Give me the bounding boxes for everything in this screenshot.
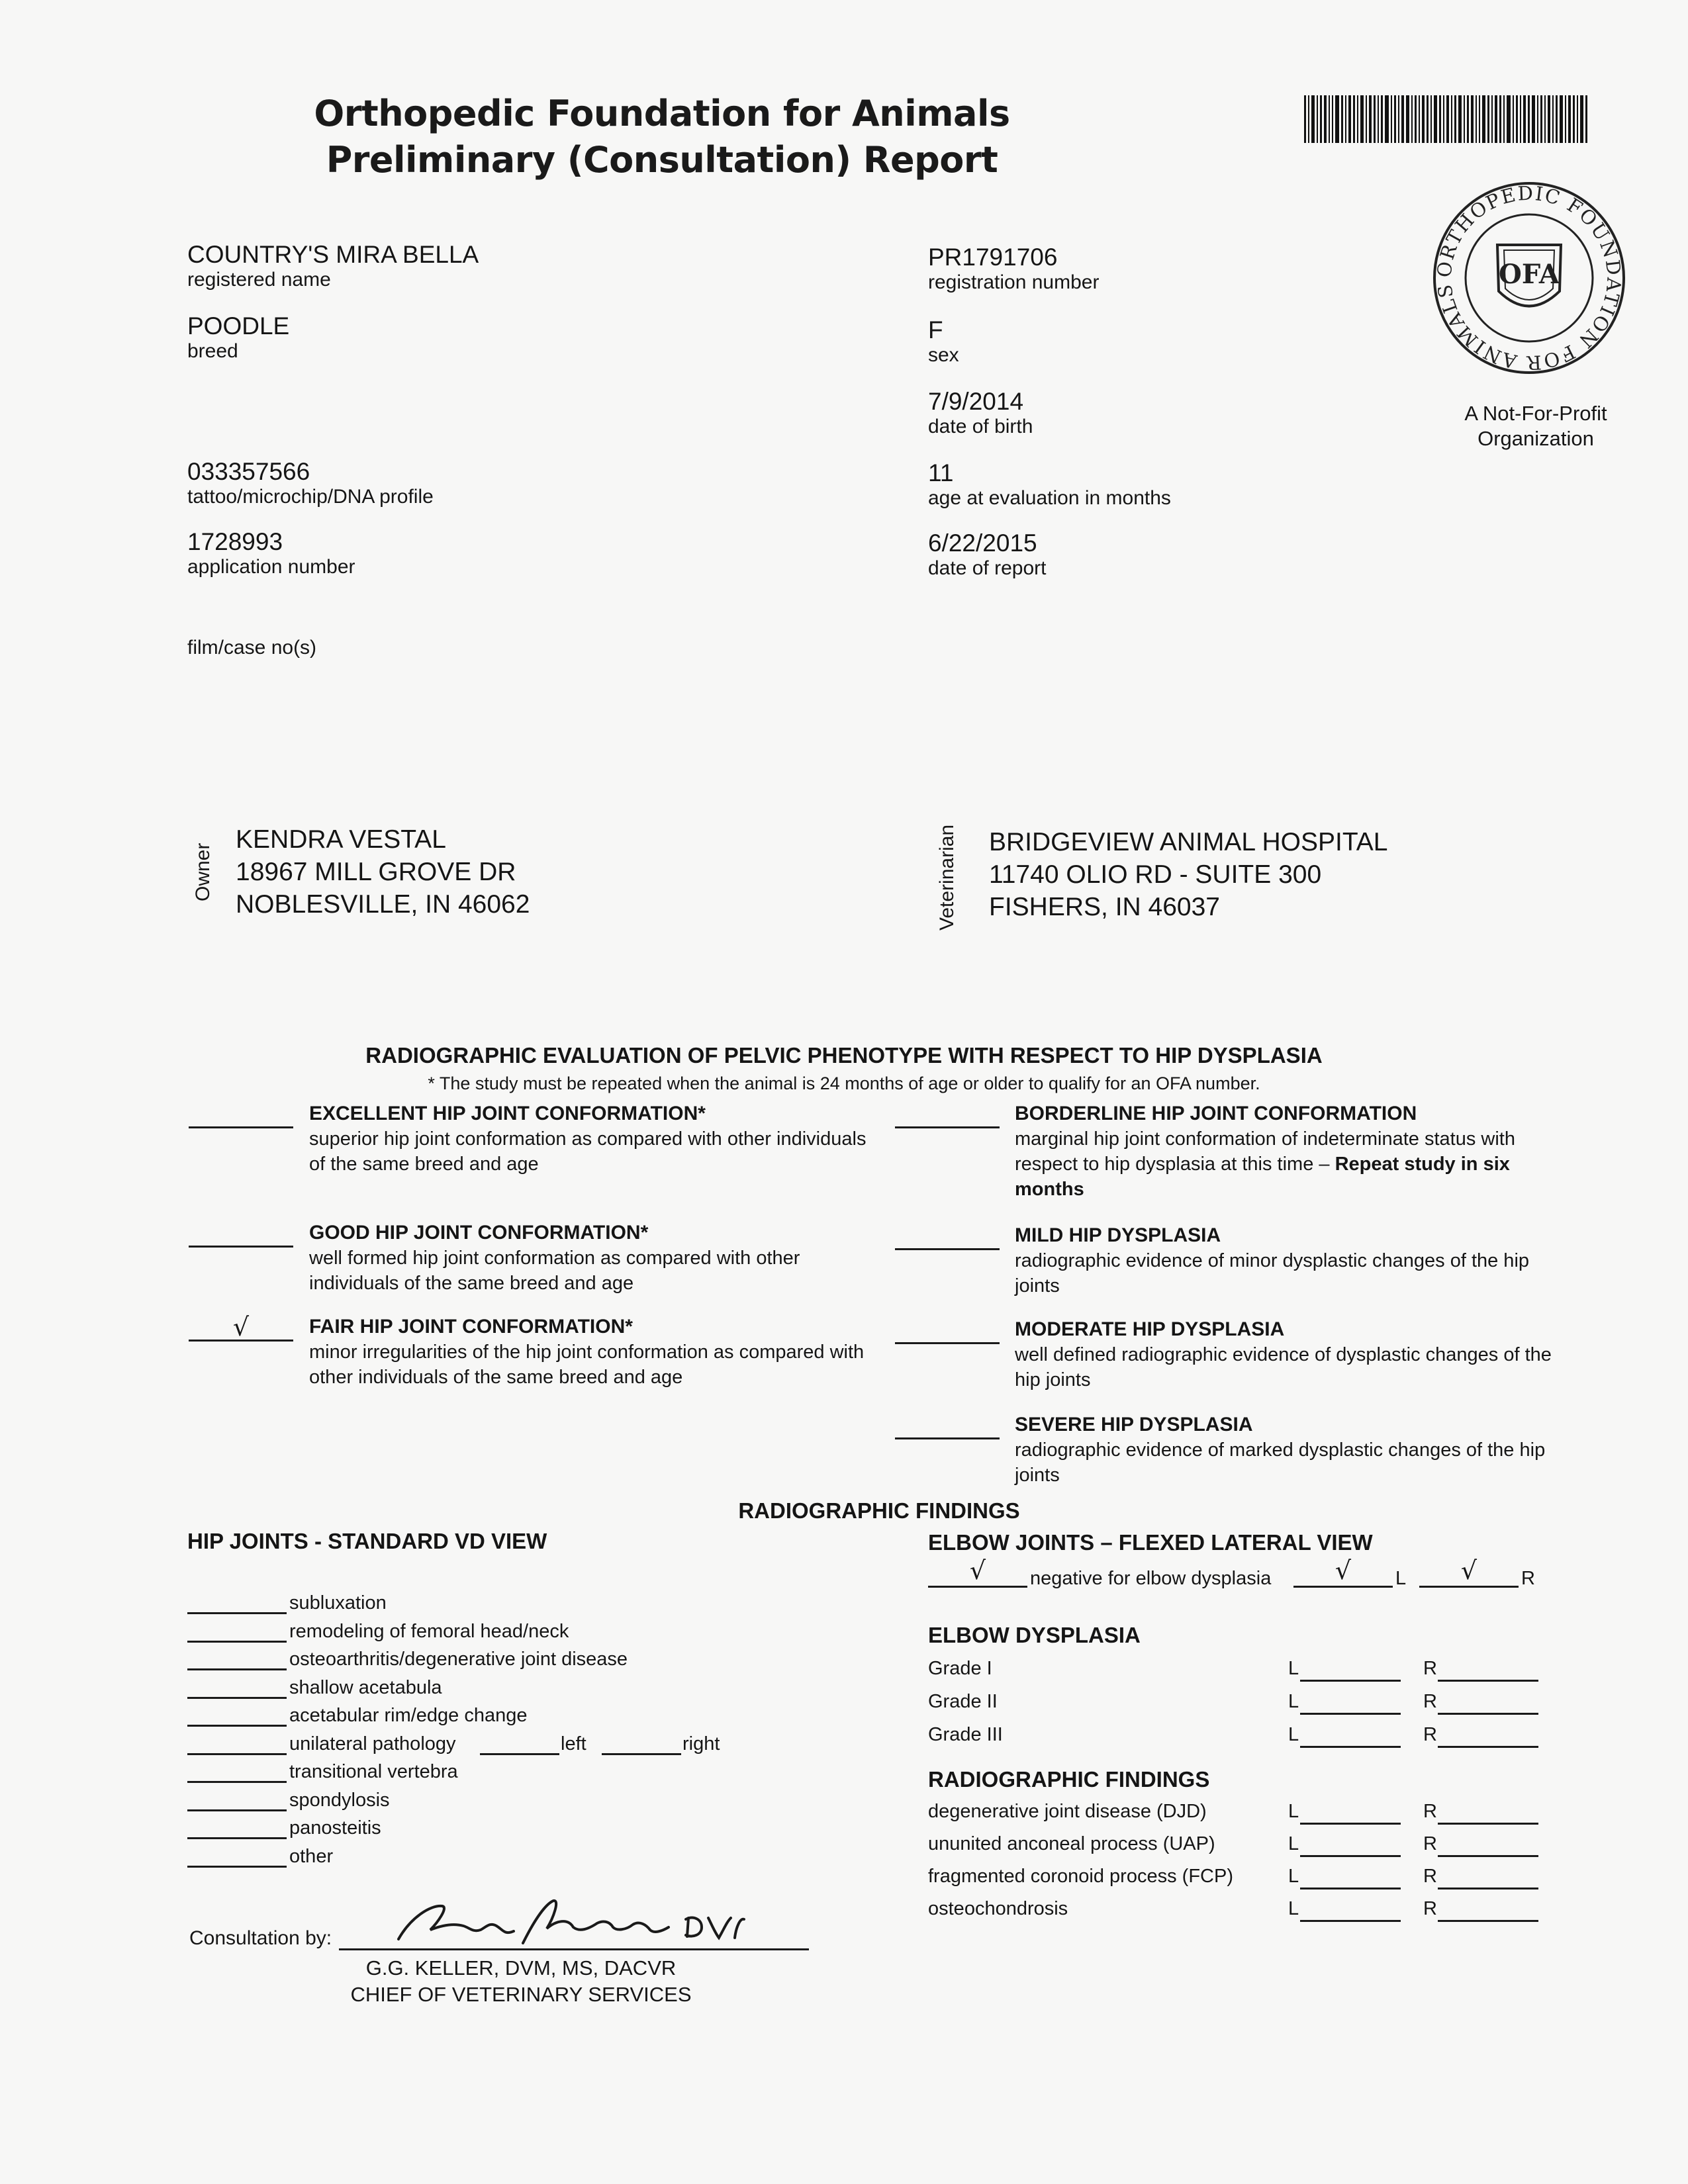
grade-label: Grade II [928, 1691, 998, 1712]
breed-value: POODLE [187, 312, 290, 340]
borderline-desc: marginal hip joint conformation of indeterminate status with respect to hip dysplasia at this time – [1015, 1128, 1515, 1175]
mild-check-blank[interactable] [895, 1223, 1000, 1250]
elbow-negative-checkmark: √ [969, 1556, 986, 1585]
grade-r-label: R [1423, 1724, 1437, 1745]
elbow-left-blank[interactable] [1293, 1558, 1393, 1588]
elbow-finding-l-label: L [1288, 1898, 1299, 1919]
microchip-label: tattoo/microchip/DNA profile [187, 486, 434, 508]
film-case-label: film/case no(s) [187, 637, 317, 659]
elbow-finding-r-label: R [1423, 1898, 1437, 1919]
hip-finding-label: unilateral pathology [289, 1733, 456, 1754]
field-breed [187, 312, 289, 363]
elbow-left-checkmark: √ [1335, 1556, 1352, 1585]
elbow-negative-label: negative for elbow dysplasia [1030, 1568, 1272, 1589]
elbow-finding-r-blank[interactable] [1438, 1799, 1538, 1825]
hip-finding-blank[interactable] [187, 1758, 287, 1783]
elbow-negative-row [928, 1558, 1537, 1588]
elbow-joints-title: ELBOW JOINTS – FLEXED LATERAL VIEW [928, 1530, 1373, 1555]
fair-check-blank[interactable] [189, 1314, 293, 1342]
elbow-finding-r-label: R [1423, 1801, 1437, 1822]
unilateral-right-blank[interactable] [602, 1731, 681, 1755]
hip-finding-label: acetabular rim/edge change [289, 1705, 528, 1726]
hip-finding-blank[interactable] [187, 1674, 287, 1699]
hip-finding-blank[interactable] [187, 1815, 287, 1839]
elbow-finding-row [928, 1896, 1550, 1929]
elbow-finding-r-label: R [1423, 1833, 1437, 1854]
unilateral-left-label: left [561, 1733, 586, 1754]
hip-finding-label: panosteitis [289, 1817, 381, 1839]
elbow-finding-l-label: L [1288, 1801, 1299, 1822]
elbow-finding-label: ununited anconeal process (UAP) [928, 1833, 1215, 1854]
grade-label: Grade I [928, 1658, 992, 1679]
evaluation-title: RADIOGRAPHIC EVALUATION OF PELVIC PHENOTYPE WITH RESPECT TO HIP DYSPLASIA [365, 1043, 1323, 1068]
mild-desc: radiographic evidence of minor dysplastic changes of the hip joints [1015, 1250, 1530, 1297]
hip-finding-label: osteoarthritis/degenerative joint disease [289, 1649, 628, 1670]
handwritten-signature [391, 1891, 748, 1951]
findings-title: RADIOGRAPHIC FINDINGS [738, 1498, 1020, 1523]
field-film-case [187, 637, 316, 659]
excellent-desc: superior hip joint conformation as compared with other individuals of the same breed and age [309, 1128, 867, 1175]
borderline-check-blank[interactable] [895, 1101, 1000, 1128]
application-number-value: 1728993 [187, 528, 283, 555]
field-date-of-report [928, 529, 1046, 580]
report-title-line2: Preliminary (Consultation) Report [326, 139, 998, 181]
owner-name: KENDRA VESTAL [236, 825, 446, 854]
signatory-title: CHIEF OF VETERINARY SERVICES [350, 1983, 692, 2006]
grade-l-label: L [1288, 1724, 1299, 1745]
severe-desc: radiographic evidence of marked dysplastic changes of the hip joints [1015, 1439, 1546, 1486]
sex-value: F [928, 316, 943, 343]
fair-checkmark: √ [232, 1312, 250, 1342]
grade-r-blank[interactable] [1438, 1689, 1538, 1715]
good-check-blank[interactable] [189, 1220, 293, 1248]
grade-label: Grade III [928, 1724, 1003, 1745]
owner-street: 18967 MILL GROVE DR [236, 858, 516, 886]
application-number-label: application number [187, 556, 355, 578]
grade-r-label: R [1423, 1691, 1437, 1712]
report-title-line1: Orthopedic Foundation for Animals [314, 93, 1010, 134]
borderline-title: BORDERLINE HIP JOINT CONFORMATION [1015, 1103, 1417, 1124]
veterinarian-side-label: Veterinarian [936, 824, 958, 931]
elbow-dysplasia-title: ELBOW DYSPLASIA [928, 1623, 1141, 1647]
elbow-negative-blank[interactable] [928, 1558, 1027, 1588]
hip-finding-blank[interactable] [187, 1702, 287, 1727]
good-desc: well formed hip joint conformation as compared with other individuals of the same breed and age [309, 1248, 800, 1294]
registration-number-label: registration number [928, 271, 1100, 293]
registered-name-value: COUNTRY'S MIRA BELLA [187, 241, 479, 268]
date-of-birth-label: date of birth [928, 416, 1033, 437]
mild-option [1015, 1223, 1571, 1298]
excellent-check-blank[interactable] [189, 1101, 293, 1128]
elbow-finding-label: fragmented coronoid process (FCP) [928, 1866, 1233, 1887]
field-registration-number [928, 244, 1099, 294]
elbow-findings-rows [928, 1799, 1550, 1929]
hip-finding-label: subluxation [289, 1592, 387, 1614]
elbow-finding-l-blank[interactable] [1300, 1864, 1401, 1889]
elbow-right-checkmark: √ [1460, 1556, 1477, 1585]
sex-label: sex [928, 344, 959, 366]
date-of-report-label: date of report [928, 557, 1047, 579]
grade-r-blank[interactable] [1438, 1656, 1538, 1682]
unilateral-right-label: right [682, 1733, 720, 1754]
elbow-finding-r-label: R [1423, 1866, 1437, 1887]
elbow-finding-l-label: L [1288, 1833, 1299, 1854]
vet-street: 11740 OLIO RD - SUITE 300 [989, 860, 1322, 889]
microchip-value: 033357566 [187, 458, 310, 485]
signatory [319, 1955, 723, 2008]
grade-l-blank[interactable] [1300, 1689, 1401, 1715]
field-microchip [187, 458, 434, 508]
elbow-finding-row [928, 1864, 1550, 1896]
field-date-of-birth [928, 388, 1033, 438]
hip-finding-label: transitional vertebra [289, 1761, 458, 1782]
moderate-title: MODERATE HIP DYSPLASIA [1015, 1318, 1285, 1340]
vet-city: FISHERS, IN 46037 [989, 893, 1220, 921]
moderate-check-blank[interactable] [895, 1317, 1000, 1344]
hip-finding-blank[interactable] [187, 1618, 287, 1643]
mild-title: MILD HIP DYSPLASIA [1015, 1224, 1221, 1246]
elbow-finding-label: degenerative joint disease (DJD) [928, 1801, 1207, 1822]
elbow-finding-r-blank[interactable] [1438, 1831, 1538, 1857]
veterinarian-address [989, 826, 1387, 923]
vet-clinic-name: BRIDGEVIEW ANIMAL HOSPITAL [989, 828, 1388, 856]
seal-ring-text: ORTHOPEDIC FOUNDATION FOR ANIMALS [1432, 181, 1626, 375]
elbow-finding-r-blank[interactable] [1438, 1864, 1538, 1889]
ofa-seal [1430, 179, 1628, 377]
excellent-option [309, 1101, 878, 1177]
hip-finding-label: shallow acetabula [289, 1676, 442, 1698]
age-label: age at evaluation in months [928, 487, 1171, 509]
elbow-finding-r-blank[interactable] [1438, 1896, 1538, 1922]
date-of-report-value: 6/22/2015 [928, 529, 1037, 557]
grade-r-blank[interactable] [1438, 1722, 1538, 1748]
elbow-finding-l-label: L [1288, 1866, 1299, 1887]
elbow-right-label: R [1521, 1568, 1535, 1589]
elbow-finding-l-blank[interactable] [1300, 1896, 1401, 1922]
registration-number-value: PR1791706 [928, 244, 1058, 271]
hip-finding-blank[interactable] [187, 1590, 287, 1614]
moderate-option [1015, 1317, 1571, 1392]
fair-title: FAIR HIP JOINT CONFORMATION* [309, 1316, 633, 1338]
grade-rows [928, 1656, 1550, 1755]
borderline-option [1015, 1101, 1571, 1202]
excellent-title: EXCELLENT HIP JOINT CONFORMATION* [309, 1103, 706, 1124]
age-value: 11 [928, 459, 954, 486]
grade-row [928, 1656, 1550, 1689]
evaluation-note: * The study must be repeated when the animal is 24 months of age or older to qualify for an OFA number. [428, 1073, 1260, 1093]
elbow-finding-l-blank[interactable] [1300, 1799, 1401, 1825]
elbow-finding-label: osteochondrosis [928, 1898, 1068, 1919]
elbow-right-blank[interactable] [1419, 1558, 1519, 1588]
hip-finding-blank[interactable] [187, 1731, 287, 1755]
grade-l-label: L [1288, 1691, 1299, 1712]
registered-name-label: registered name [187, 269, 331, 291]
grade-l-blank[interactable] [1300, 1722, 1401, 1748]
borderline-desc-emphasis: Repeat study in six months [1015, 1154, 1510, 1200]
hip-finding-label: remodeling of femoral head/neck [289, 1620, 569, 1642]
grade-l-label: L [1288, 1658, 1299, 1679]
nonprofit-caption [1417, 401, 1655, 451]
elbow-finding-l-blank[interactable] [1300, 1831, 1401, 1857]
grade-r-label: R [1423, 1658, 1437, 1679]
hip-joints-title: HIP JOINTS - STANDARD VD VIEW [187, 1529, 547, 1553]
field-sex [928, 316, 959, 367]
severe-option [1015, 1412, 1571, 1488]
severe-check-blank[interactable] [895, 1412, 1000, 1439]
nonprofit-caption-line2: Organization [1477, 427, 1594, 450]
elbow-findings-subtitle: RADIOGRAPHIC FINDINGS [928, 1767, 1210, 1792]
owner-side-label: Owner [192, 842, 214, 901]
fair-desc: minor irregularities of the hip joint conformation as compared with other individuals of the same breed and age [309, 1342, 865, 1388]
elbow-left-label: L [1395, 1568, 1407, 1589]
signatory-name: G.G. KELLER, DVM, MS, DACVR [365, 1956, 677, 1979]
seal-center-text: OFA [1499, 259, 1560, 290]
hip-finding-label: spondylosis [289, 1789, 390, 1811]
owner-city: NOBLESVILLE, IN 46062 [236, 890, 530, 919]
field-registered-name [187, 241, 479, 291]
good-option [309, 1220, 878, 1296]
severe-title: SEVERE HIP DYSPLASIA [1015, 1414, 1253, 1435]
elbow-finding-row [928, 1831, 1550, 1864]
borderline-desc-block [1015, 1126, 1571, 1202]
field-application-number [187, 528, 355, 578]
moderate-desc: well defined radiographic evidence of dysplastic changes of the hip joints [1015, 1344, 1552, 1390]
field-age [928, 459, 1171, 510]
grade-row [928, 1722, 1550, 1755]
hip-finding-blank[interactable] [187, 1646, 287, 1670]
grade-l-blank[interactable] [1300, 1656, 1401, 1682]
hip-finding-blank[interactable] [187, 1843, 287, 1868]
owner-address [236, 823, 530, 921]
date-of-birth-value: 7/9/2014 [928, 388, 1024, 415]
grade-row [928, 1689, 1550, 1722]
fair-option [309, 1314, 878, 1390]
barcode [1304, 95, 1648, 143]
breed-label: breed [187, 340, 238, 362]
hip-finding-blank[interactable] [187, 1787, 287, 1811]
consultation-by-label: Consultation by: [189, 1927, 332, 1949]
elbow-finding-row [928, 1799, 1550, 1831]
hip-finding-label: other [289, 1845, 334, 1867]
good-title: GOOD HIP JOINT CONFORMATION* [309, 1222, 649, 1244]
unilateral-left-blank[interactable] [480, 1731, 559, 1755]
nonprofit-caption-line1: A Not-For-Profit [1464, 402, 1607, 425]
